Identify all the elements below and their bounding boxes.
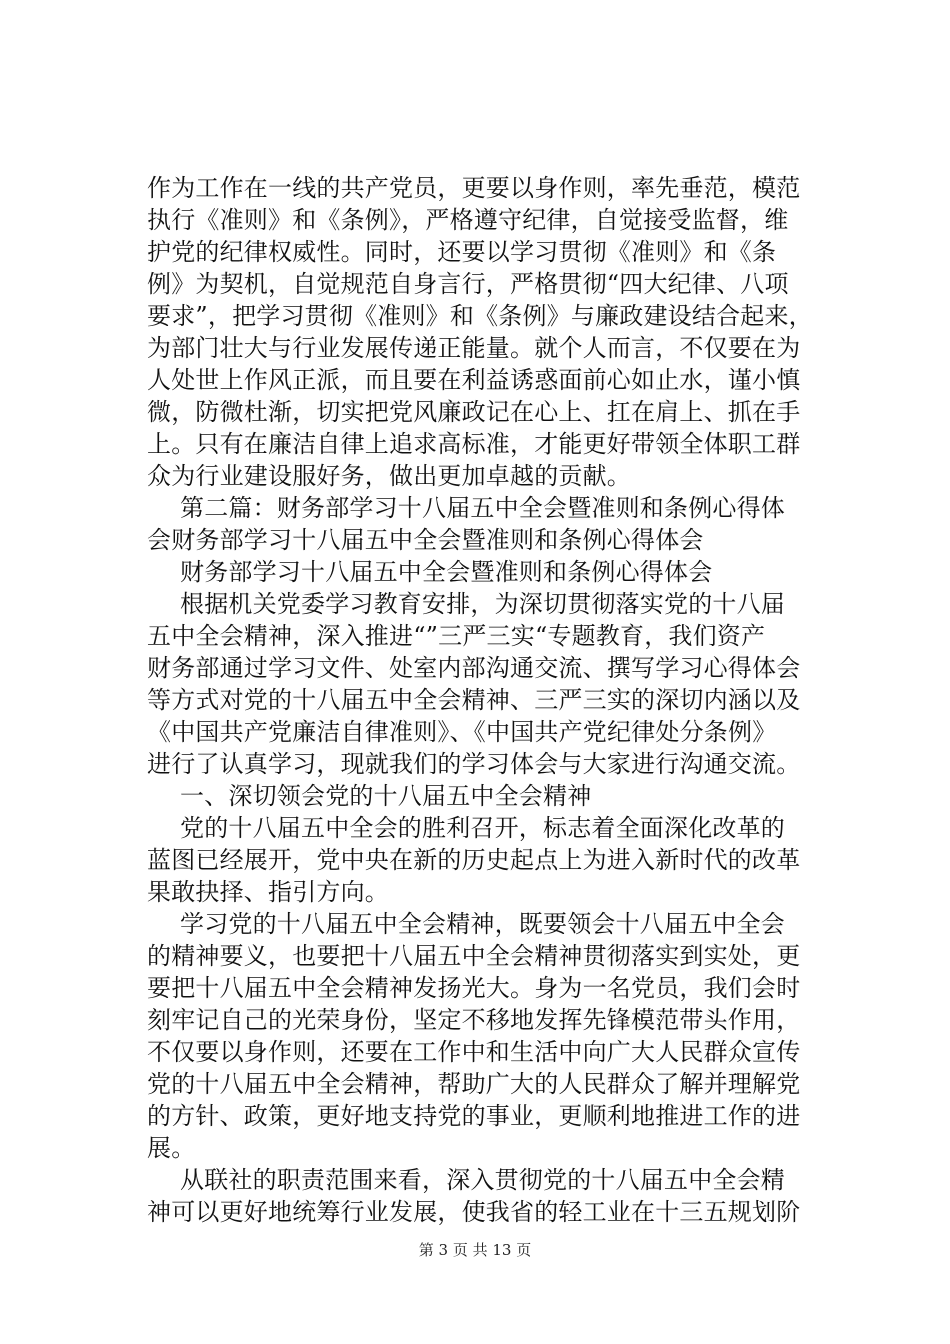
document-body <box>147 172 827 1228</box>
text-line: 从联社的职责范围来看，深入贯彻党的十八届五中全会精 <box>180 1166 785 1194</box>
text-line: 执行《准则》和《条例》，严格遵守纪律，自觉接受监督，维 <box>147 206 789 234</box>
text-line: 护党的纪律权威性。同时，还要以学习贯彻《准则》和《条 <box>147 238 777 266</box>
text-line: 人处世上作风正派，而且要在利益诱惑面前心如止水，谨小慎 <box>147 366 801 394</box>
text-line: 刻牢记自己的光荣身份，坚定不移地发挥先锋模范带头作用， <box>147 1006 801 1034</box>
text-line: 学习党的十八届五中全会精神，既要领会十八届五中全会 <box>180 910 785 938</box>
text-line: 为部门壮大与行业发展传递正能量。就个人而言，不仅要在为 <box>147 334 801 362</box>
text-line: 众为行业建设服好务，做出更加卓越的贡献。 <box>147 462 631 490</box>
text-line: 展。 <box>147 1134 196 1162</box>
text-line: 进行了认真学习，现就我们的学习体会与大家进行沟通交流。 <box>147 750 801 778</box>
text-line: 神可以更好地统筹行业发展，使我省的轻工业在十三五规划阶 <box>147 1198 801 1226</box>
text-line: 《中国共产党廉洁自律准则》、《中国共产党纪律处分条例》 <box>147 718 777 746</box>
text-line: 微，防微杜渐，切实把党风廉政记在心上、扛在肩上、抓在手 <box>147 398 801 426</box>
text-line: 财务部通过学习文件、处室内部沟通交流、撰写学习心得体会 <box>147 654 801 682</box>
text-line: 例》为契机，自觉规范自身言行，严格贯彻“四大纪律、八项 <box>147 270 789 298</box>
text-line: 蓝图已经展开，党中央在新的历史起点上为进入新时代的改革 <box>147 846 801 874</box>
text-line: 上。只有在廉洁自律上追求高标准，才能更好带领全体职工群 <box>147 430 801 458</box>
text-line: 果敢抉择、指引方向。 <box>147 878 389 906</box>
text-line: 党的十八届五中全会的胜利召开，标志着全面深化改革的 <box>180 814 785 842</box>
section-heading: 第二篇：财务部学习十八届五中全会暨准则和条例心得体 <box>180 494 785 522</box>
page-footer <box>0 1240 950 1260</box>
section-heading-continued: 会财务部学习十八届五中全会暨准则和条例心得体会 <box>147 526 704 554</box>
text-line: 要求”，把学习贯彻《准则》和《条例》与廉政建设结合起来， <box>147 302 813 330</box>
page-number: 第 3 页 共 13 页 <box>418 1241 532 1259</box>
text-line: 等方式对党的十八届五中全会精神、三严三实的深切内涵以及 <box>147 686 801 714</box>
text-line: 作为工作在一线的共产党员，更要以身作则，率先垂范，模范 <box>147 174 801 202</box>
text-line: 的方针、政策，更好地支持党的事业，更顺利地推进工作的进 <box>147 1102 801 1130</box>
text-line: 的精神要义，也要把十八届五中全会精神贯彻落实到实处，更 <box>147 942 801 970</box>
text-line: 党的十八届五中全会精神，帮助广大的人民群众了解并理解党 <box>147 1070 801 1098</box>
text-line: 要把十八届五中全会精神发扬光大。身为一名党员，我们会时 <box>147 974 801 1002</box>
subsection-heading: 一、深切领会党的十八届五中全会精神 <box>180 782 592 810</box>
text-line: 五中全会精神，深入推进“”三严三实“专题教育，我们资产 <box>147 622 766 650</box>
text-line: 根据机关党委学习教育安排，为深切贯彻落实党的十八届 <box>180 590 785 618</box>
section-title: 财务部学习十八届五中全会暨准则和条例心得体会 <box>180 558 713 586</box>
text-line: 不仅要以身作则，还要在工作中和生活中向广大人民群众宣传 <box>147 1038 801 1066</box>
